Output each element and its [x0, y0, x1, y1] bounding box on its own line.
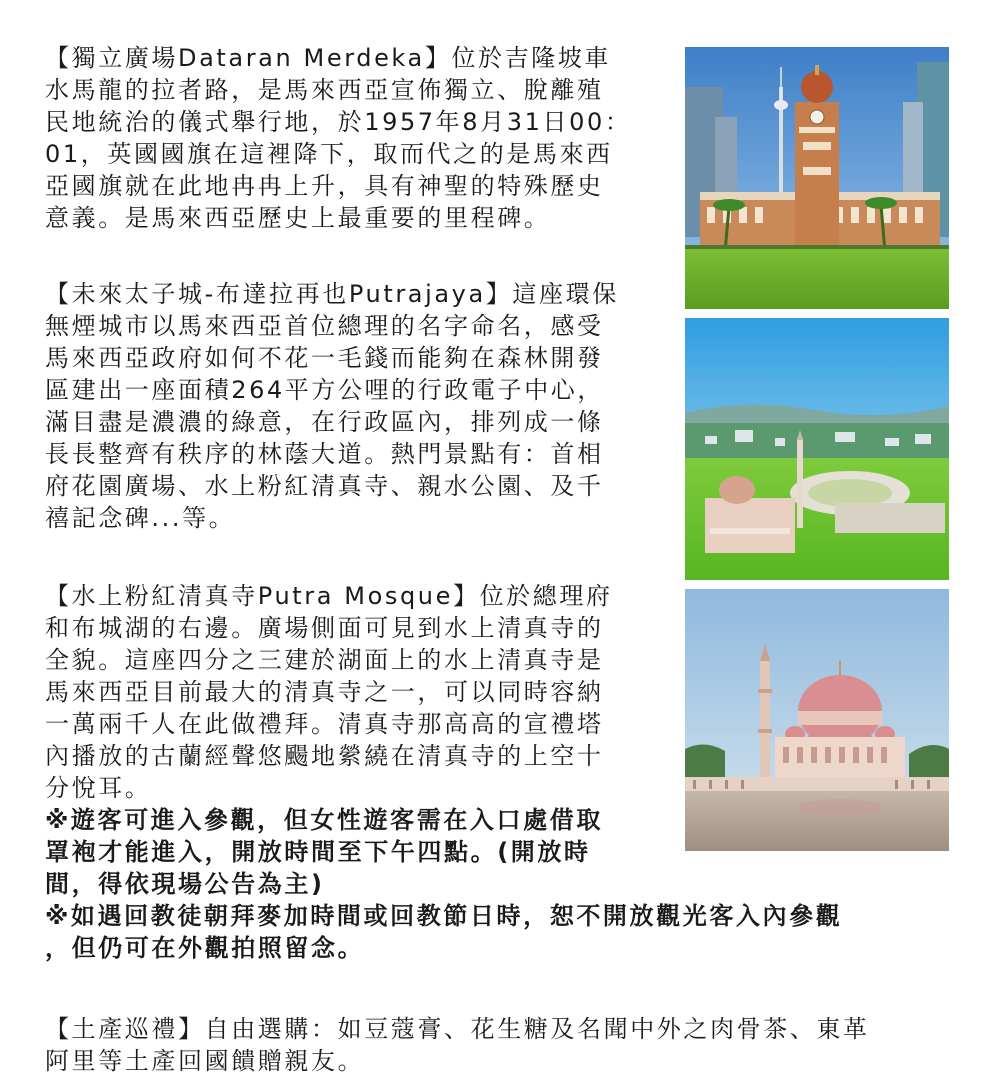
merdeka-line: 01，英國國旗在這裡降下，取而代之的是馬來西 — [45, 140, 613, 168]
souvenir-line: 【土產巡禮】自由選購：如豆蔻膏、花生糖及名聞中外之肉骨茶、東革 — [45, 1015, 870, 1043]
putrajaya-line: 無煙城市以馬來西亞首位總理的名字命名，感受 — [45, 312, 604, 340]
putrajaya-line: 長長整齊有秩序的林蔭大道。熱門景點有：首相 — [45, 440, 604, 468]
souvenir-line: 阿里等土產回國饋贈親友。 — [45, 1047, 365, 1075]
mosque-note-line: ，但仍可在外觀拍照留念。 — [45, 934, 365, 962]
merdeka-line: 水馬龍的拉者路，是馬來西亞宣佈獨立、脫離殖 — [45, 76, 604, 104]
merdeka-section — [45, 42, 631, 234]
merdeka-photo — [685, 47, 949, 309]
putrajaya-photo-image — [685, 318, 949, 580]
putrajaya-photo — [685, 318, 949, 580]
mosque-note-line: 罩袍才能進入，開放時間至下午四點。(開放時 — [45, 838, 591, 866]
putrajaya-line: 【未來太子城-布達拉再也Putrajaya】這座環保 — [45, 280, 619, 308]
merdeka-line: 意義。是馬來西亞歷史上最重要的里程碑。 — [45, 204, 551, 232]
putrajaya-line: 府花園廣場、水上粉紅清真寺、親水公園、及千 — [45, 472, 604, 500]
mosque-line: 內播放的古蘭經聲悠颺地縈繞在清真寺的上空十 — [45, 742, 604, 770]
mosque-line: 馬來西亞目前最大的清真寺之一，可以同時容納 — [45, 678, 604, 706]
putrajaya-line: 滿目盡是濃濃的綠意，在行政區內，排列成一條 — [45, 408, 604, 436]
merdeka-line: 亞國旗就在此地冉冉上升，具有神聖的特殊歷史 — [45, 172, 604, 200]
mosque-note-line: 間，得依現場公告為主) — [45, 870, 325, 898]
mosque-photo-image — [685, 589, 949, 851]
mosque-line: 一萬兩千人在此做禮拜。清真寺那高高的宣禮塔 — [45, 710, 604, 738]
merdeka-line: 民地統治的儀式舉行地，於1957年8月31日00： — [45, 108, 632, 136]
mosque-line: 和布城湖的右邊。廣場側面可見到水上清真寺的 — [45, 614, 604, 642]
mosque-line: 【水上粉紅清真寺Putra Mosque】位於總理府 — [45, 582, 613, 610]
putrajaya-line: 禧記念碑...等。 — [45, 504, 236, 532]
merdeka-line: 【獨立廣場Dataran Merdeka】位於吉隆坡車 — [45, 44, 612, 72]
mosque-line: 全貌。這座四分之三建於湖面上的水上清真寺是 — [45, 646, 604, 674]
mosque-note-line: ※遊客可進入參觀，但女性遊客需在入口處借取 — [45, 806, 603, 834]
putrajaya-line: 區建出一座面積264平方公哩的行政電子中心， — [45, 376, 605, 404]
mosque-photo — [685, 589, 949, 851]
mosque-line: 分悅耳。 — [45, 774, 152, 802]
mosque-note-line: ※如遇回教徒朝拜麥加時間或回教節日時，恕不開放觀光客入內參觀 — [45, 902, 843, 930]
souvenir-section — [45, 1013, 870, 1077]
merdeka-photo-image — [685, 47, 949, 309]
putrajaya-section — [45, 278, 619, 534]
putrajaya-line: 馬來西亞政府如何不花一毛錢而能夠在森林開發 — [45, 344, 604, 372]
